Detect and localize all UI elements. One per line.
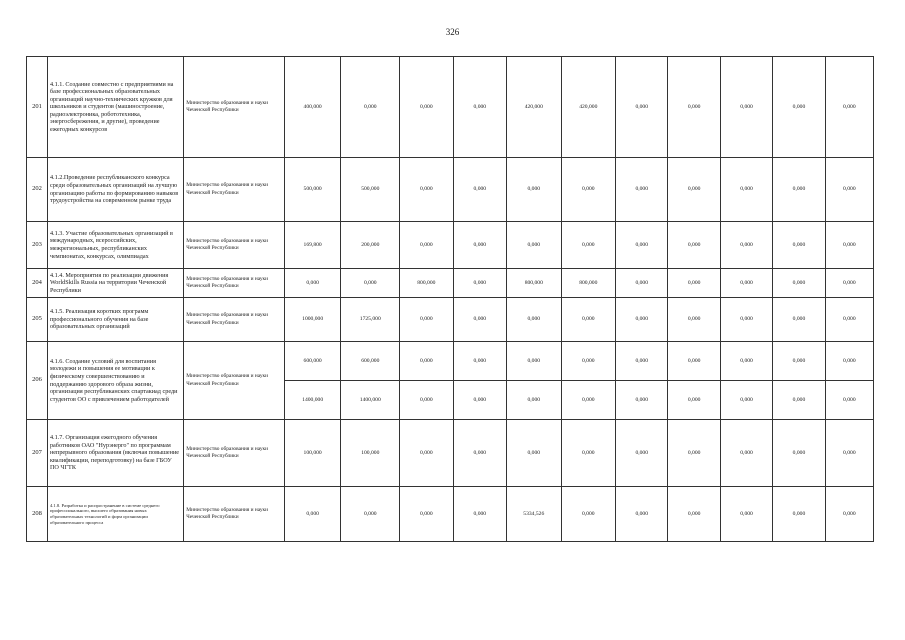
amount-cell: 0,000 <box>341 57 400 158</box>
amount-cell: 0,000 <box>400 158 453 222</box>
amount-cell: 0,000 <box>453 381 506 420</box>
amount-cell: 0,000 <box>507 381 562 420</box>
amount-cell: 0,000 <box>720 298 772 342</box>
row-number: 204 <box>27 269 48 298</box>
amount-cell: 0,000 <box>668 342 720 381</box>
amount-cell: 0,000 <box>773 269 825 298</box>
amount-cell: 0,000 <box>400 298 453 342</box>
amount-cell: 0,000 <box>561 222 616 269</box>
amount-cell: 400,000 <box>284 57 341 158</box>
executor: Министерство образования и науки Чеченской Республики <box>184 487 285 542</box>
amount-cell: 600,000 <box>284 342 341 381</box>
executor: Министерство образования и науки Чеченской Республики <box>184 342 285 420</box>
amount-cell: 1000,000 <box>284 298 341 342</box>
amount-cell: 169,800 <box>284 222 341 269</box>
budget-table <box>26 56 874 542</box>
table-row <box>27 57 874 158</box>
amount-cell: 200,000 <box>341 222 400 269</box>
table-row <box>27 158 874 222</box>
activity-description: 4.1.5. Реализация коротких программ профессионального обучения на базе образовательных организаций <box>47 298 183 342</box>
amount-cell: 0,000 <box>453 420 506 487</box>
amount-cell: 0,000 <box>668 381 720 420</box>
activity-description: 4.1.2.Проведение республиканского конкурса среди образовательных организаций на лучшую организацию работы по формированию навыков трудоустройства на современном рынке труда <box>47 158 183 222</box>
row-number: 203 <box>27 222 48 269</box>
amount-cell: 0,000 <box>668 420 720 487</box>
amount-cell: 0,000 <box>453 269 506 298</box>
amount-cell: 1400,000 <box>284 381 341 420</box>
amount-cell: 0,000 <box>616 158 668 222</box>
amount-cell: 0,000 <box>400 381 453 420</box>
amount-cell: 0,000 <box>773 298 825 342</box>
amount-cell: 800,000 <box>561 269 616 298</box>
amount-cell: 0,000 <box>668 269 720 298</box>
executor: Министерство образования и науки Чеченской Республики <box>184 298 285 342</box>
amount-cell: 5334,526 <box>507 487 562 542</box>
amount-cell: 0,000 <box>720 222 772 269</box>
table-row <box>27 269 874 298</box>
amount-cell: 0,000 <box>773 57 825 158</box>
row-number: 201 <box>27 57 48 158</box>
amount-cell: 0,000 <box>720 487 772 542</box>
amount-cell: 0,000 <box>507 158 562 222</box>
amount-cell: 0,000 <box>400 342 453 381</box>
amount-cell: 0,000 <box>773 420 825 487</box>
amount-cell: 100,000 <box>341 420 400 487</box>
amount-cell: 0,000 <box>668 298 720 342</box>
executor: Министерство образования и науки Чеченской Республики <box>184 158 285 222</box>
table-row <box>27 298 874 342</box>
amount-cell: 800,000 <box>507 269 562 298</box>
amount-cell: 0,000 <box>668 487 720 542</box>
amount-cell: 0,000 <box>825 269 873 298</box>
amount-cell: 0,000 <box>507 298 562 342</box>
amount-cell: 0,000 <box>668 222 720 269</box>
amount-cell: 0,000 <box>453 487 506 542</box>
amount-cell: 0,000 <box>507 420 562 487</box>
amount-cell: 0,000 <box>561 342 616 381</box>
amount-cell: 0,000 <box>720 381 772 420</box>
page-number: 326 <box>445 27 460 37</box>
amount-cell: 0,000 <box>825 487 873 542</box>
amount-cell: 0,000 <box>616 57 668 158</box>
amount-cell: 0,000 <box>773 487 825 542</box>
amount-cell: 0,000 <box>825 222 873 269</box>
executor: Министерство образования и науки Чеченской Республики <box>184 222 285 269</box>
amount-cell: 500,000 <box>341 158 400 222</box>
amount-cell: 0,000 <box>773 342 825 381</box>
activity-description: 4.1.8. Разработка и распространение в системе среднего профессионального, высшего образования новых образовательных технологий и форм организации образовательного процесса <box>47 487 183 542</box>
executor: Министерство образования и науки Чеченской Республики <box>184 57 285 158</box>
table-row <box>27 342 874 381</box>
amount-cell: 0,000 <box>825 381 873 420</box>
amount-cell: 1400,000 <box>341 381 400 420</box>
amount-cell: 0,000 <box>720 420 772 487</box>
activity-description: 4.1.1. Создание совместно с предприятиями на базе профессиональных образовательных организаций научно-технических кружков для школьников и студентов (машиностроение, радиоэлектроника, робототехника, энергосбережения, и другие), проведение ежегодных конкурсов <box>47 57 183 158</box>
amount-cell: 0,000 <box>668 158 720 222</box>
amount-cell: 800,000 <box>400 269 453 298</box>
amount-cell: 0,000 <box>616 381 668 420</box>
row-number: 208 <box>27 487 48 542</box>
amount-cell: 0,000 <box>773 222 825 269</box>
executor: Министерство образования и науки Чеченской Республики <box>184 269 285 298</box>
amount-cell: 0,000 <box>400 487 453 542</box>
amount-cell: 0,000 <box>616 420 668 487</box>
amount-cell: 0,000 <box>720 269 772 298</box>
amount-cell: 0,000 <box>720 158 772 222</box>
amount-cell: 500,000 <box>284 158 341 222</box>
amount-cell: 0,000 <box>773 158 825 222</box>
amount-cell: 0,000 <box>561 487 616 542</box>
amount-cell: 0,000 <box>825 158 873 222</box>
amount-cell: 0,000 <box>825 298 873 342</box>
amount-cell: 0,000 <box>561 158 616 222</box>
activity-description: 4.1.7. Организация ежегодного обучения работников ОАО "Нурэнерго" по программам непрерывного образования (включая повышение квалификации, переподготовку) на базе ГБОУ ПО ЧГТК <box>47 420 183 487</box>
amount-cell: 0,000 <box>561 298 616 342</box>
amount-cell: 420,000 <box>561 57 616 158</box>
amount-cell: 0,000 <box>825 420 873 487</box>
amount-cell: 0,000 <box>507 222 562 269</box>
amount-cell: 1725,000 <box>341 298 400 342</box>
row-number: 206 <box>27 342 48 420</box>
table-row <box>27 222 874 269</box>
amount-cell: 100,000 <box>284 420 341 487</box>
amount-cell: 0,000 <box>507 342 562 381</box>
amount-cell: 0,000 <box>720 57 772 158</box>
amount-cell: 0,000 <box>561 381 616 420</box>
amount-cell: 0,000 <box>453 298 506 342</box>
row-number: 207 <box>27 420 48 487</box>
amount-cell: 0,000 <box>341 269 400 298</box>
activity-description: 4.1.6. Создание условий для воспитания молодежи и повышения ее мотивации к физическому совершенствованию и поддержанию здорового образа жизни, организация республиканских спартакиад среди студентов ОО с привлечением работодателей <box>47 342 183 420</box>
activity-description: 4.1.3. Участие образовательных организаций в международных, всероссийских, межрегиональных, республиканских чемпионатах, конкурсах, олимпиадах <box>47 222 183 269</box>
amount-cell: 420,000 <box>507 57 562 158</box>
amount-cell: 0,000 <box>616 298 668 342</box>
executor: Министерство образования и науки Чеченской Республики <box>184 420 285 487</box>
amount-cell: 0,000 <box>668 57 720 158</box>
amount-cell: 0,000 <box>825 57 873 158</box>
amount-cell: 0,000 <box>400 420 453 487</box>
amount-cell: 0,000 <box>773 381 825 420</box>
amount-cell: 0,000 <box>616 269 668 298</box>
amount-cell: 0,000 <box>825 342 873 381</box>
amount-cell: 0,000 <box>284 487 341 542</box>
table-row <box>27 487 874 542</box>
amount-cell: 0,000 <box>453 158 506 222</box>
amount-cell: 0,000 <box>561 420 616 487</box>
amount-cell: 0,000 <box>284 269 341 298</box>
amount-cell: 0,000 <box>341 487 400 542</box>
amount-cell: 0,000 <box>453 342 506 381</box>
activity-description: 4.1.4. Мероприятия по реализации движения WorldSkills Russia на территории Чеченской Республики <box>47 269 183 298</box>
amount-cell: 0,000 <box>616 222 668 269</box>
amount-cell: 0,000 <box>616 487 668 542</box>
amount-cell: 0,000 <box>453 222 506 269</box>
amount-cell: 0,000 <box>720 342 772 381</box>
amount-cell: 0,000 <box>400 222 453 269</box>
row-number: 205 <box>27 298 48 342</box>
row-number: 202 <box>27 158 48 222</box>
amount-cell: 0,000 <box>453 57 506 158</box>
amount-cell: 0,000 <box>616 342 668 381</box>
amount-cell: 0,000 <box>400 57 453 158</box>
table-row <box>27 420 874 487</box>
amount-cell: 600,000 <box>341 342 400 381</box>
